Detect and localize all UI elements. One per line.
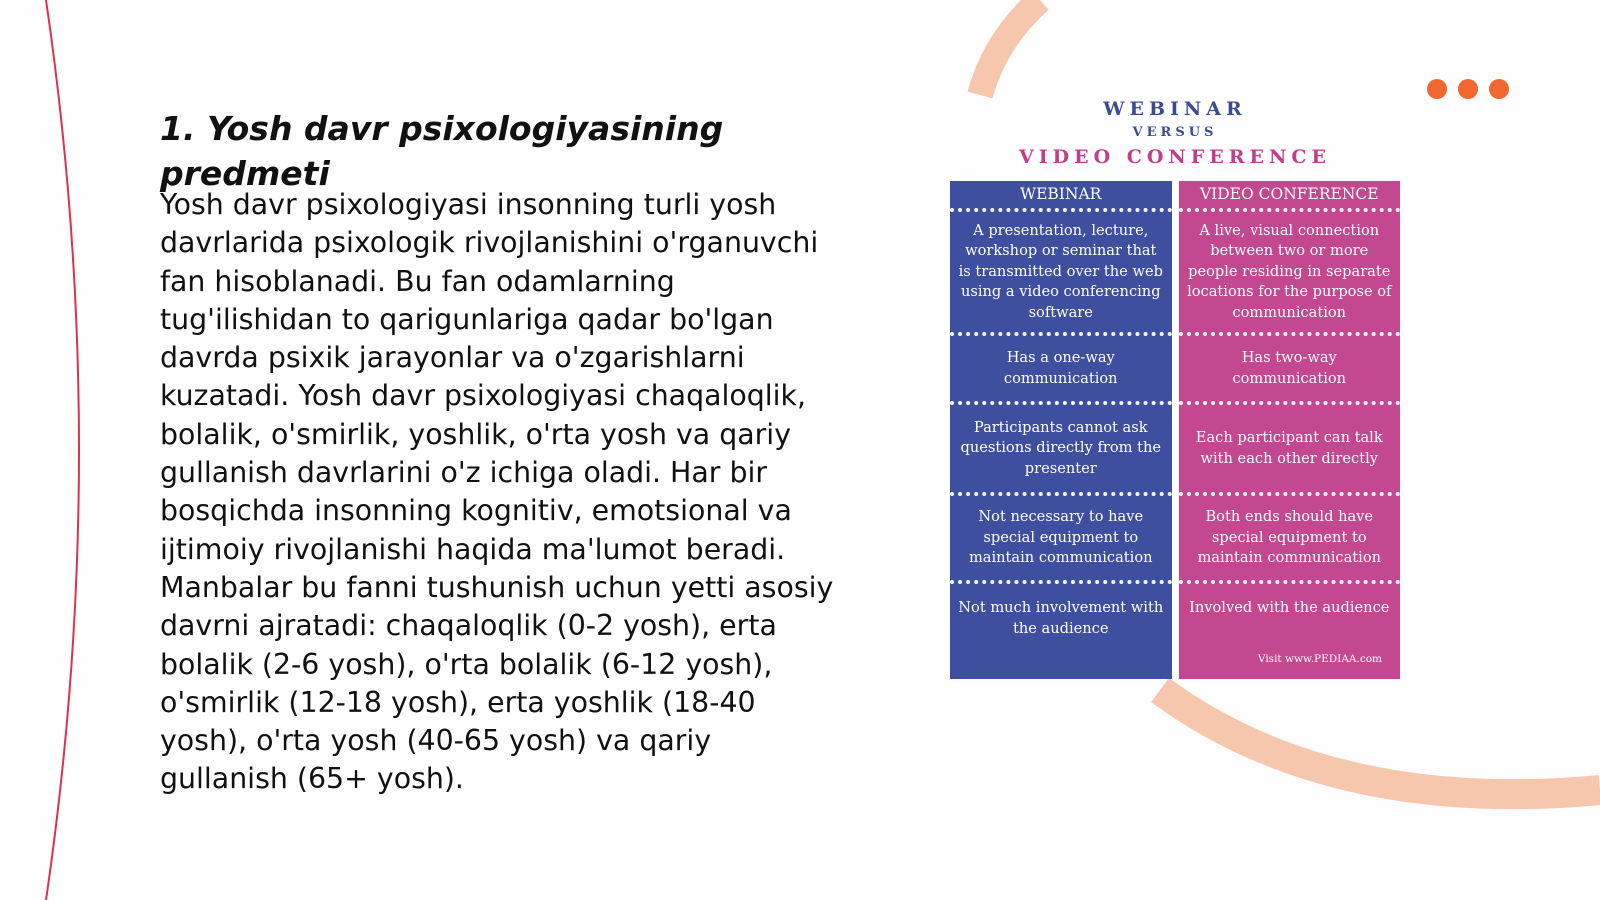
video-conference-row-5: [1179, 584, 1401, 679]
video-conference-row-1: A live, visual connection between two or more people residing in separate locations for the purpose of communication: [1179, 212, 1401, 336]
left-curve-line: [46, 0, 79, 900]
webinar-row-4: Not necessary to have special equipment to maintain communication: [950, 496, 1172, 584]
source-footer: Visit www.PEDIAA.com: [1257, 652, 1382, 665]
infographic-title-line1: WEBINAR: [1103, 98, 1247, 120]
video-conference-row-4: Both ends should have special equipment to maintain communication: [1179, 496, 1401, 584]
webinar-vs-video-conference-infographic: [950, 95, 1400, 679]
arc-top: [980, 0, 1040, 95]
dot: [1458, 79, 1478, 99]
webinar-column: [950, 181, 1172, 679]
arc-bottom: [1160, 690, 1600, 794]
video-conference-row-5-text: Involved with the audience: [1189, 599, 1390, 616]
dot: [1489, 79, 1509, 99]
webinar-row-1: A presentation, lecture, workshop or seminar that is transmitted over the web using a video conferencing software: [950, 212, 1172, 336]
video-conference-row-3: Each participant can talk with each other directly: [1179, 405, 1401, 496]
webinar-row-5-text: Not much involvement with the audience: [958, 599, 1164, 637]
webinar-row-5: [950, 584, 1172, 679]
dot: [1427, 79, 1447, 99]
slide-body-text: Yosh davr psixologiyasi insonning turli yosh davrlarida psixologik rivojlanishini o'rganuvchi fan hisoblanadi. Bu fan odamlarning tug'ilishidan to qarigunlariga qadar bo'lgan davrda psixik jarayonlar va o'zgarishlarni kuzatadi. Yosh davr psixologiyasi chaqaloqlik, bolalik, o'smirlik, yoshlik, o'rta yosh va qariy gullanish davrlarini o'z ichiga oladi. Har bir bosqichda insonning kognitiv, emotsional va ijtimoiy rivojlanishi haqida ma'lumot beradi. Manbalar bu fanni tushunish uchun yetti asosiy davrni ajratadi: chaqaloqlik (0-2 yosh), erta bolalik (2-6 yosh), o'rta bolalik (6-12 yosh), o'smirlik (12-18 yosh), erta yoshlik (18-40 yosh), o'rta yosh (40-65 yosh) va qariy gullanish (65+ yosh).: [160, 188, 834, 796]
video-conference-row-2: Has two-way communication: [1179, 336, 1401, 405]
video-conference-column-header: VIDEO CONFERENCE: [1179, 181, 1401, 212]
slide-title: 1. Yosh davr psixologiyasining predmeti: [160, 109, 724, 193]
infographic-heading: [950, 95, 1400, 171]
three-dots-icon[interactable]: [1427, 79, 1509, 99]
infographic-title-line3: VIDEO CONFERENCE: [1018, 146, 1331, 168]
webinar-row-2: Has a one-way communication: [950, 336, 1172, 405]
infographic-title-line2: VERSUS: [1132, 125, 1218, 140]
comparison-table: [950, 181, 1400, 679]
webinar-column-header: WEBINAR: [950, 181, 1172, 212]
video-conference-column: [1179, 181, 1401, 679]
webinar-row-3: Participants cannot ask questions directly from the presenter: [950, 405, 1172, 496]
